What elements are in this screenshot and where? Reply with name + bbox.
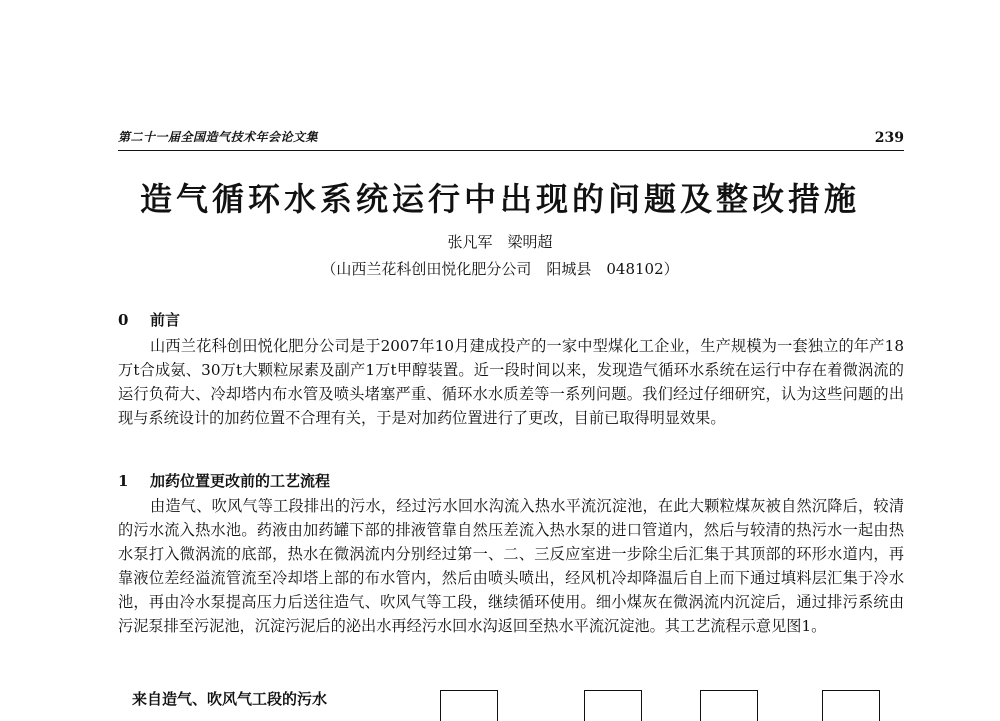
section-title: 前言	[150, 311, 181, 329]
flow-diagram-box	[440, 690, 498, 721]
running-header	[118, 124, 904, 151]
section-paragraph-0	[118, 334, 904, 430]
article-affiliation: （山西兰花科创田悦化肥分公司 阳城县 048102）	[321, 260, 679, 278]
section-number: 0	[118, 311, 129, 329]
flow-diagram-start-label: 来自造气、吹风气工段的污水	[132, 690, 328, 708]
journal-title: 第二十一届全国造气技术年会论文集	[118, 130, 319, 144]
flow-diagram-box	[822, 690, 880, 721]
paragraph-text: 山西兰花科创田悦化肥分公司是于2007年10月建成投产的一家中型煤化工企业，生产规模为一套独立的年产18万t合成氨、30万t大颗粒尿素及副产1万t甲醇装置。近一段时间以来，发现造气循环水系统在运行中存在着微涡流的运行负荷大、冷却塔内布水管及喷头堵塞严重、循环水水质差等一系列问题。我们经过仔细研究，认为这些问题的出现与系统设计的加药位置不合理有关，于是对加药位置进行了更改，目前已取得明显效果。	[118, 337, 904, 427]
flow-diagram-box	[700, 690, 758, 721]
article-title: 造气循环水系统运行中出现的问题及整改措施	[139, 180, 860, 218]
page-number: 239	[874, 130, 904, 146]
section-heading-1	[118, 470, 330, 491]
paragraph-text: 由造气、吹风气等工段排出的污水，经过污水回水沟流入热水平流沉淀池，在此大颗粒煤灰被自然沉降后，较清的污水流入热水池。药液由加药罐下部的排液管靠自然压差流入热水泵的进口管道内，然后与较清的热污水一起由热水泵打入微涡流的底部，热水在微涡流内分别经过第一、二、三反应室进一步除尘后汇集于其顶部的环形水道内，再靠液位差经溢流管流至冷却塔上部的布水管内，然后由喷头喷出，经风机冷却降温后自上而下通过填料层汇集于冷水池，再由冷水泵提高压力后送往造气、吹风气等工段，继续循环使用。细小煤灰在微涡流内沉淀后，通过排污系统由污泥泵排至污泥池，沉淀污泥后的泌出水再经污水回水沟返回至热水平流沉淀池。其工艺流程示意见图1。	[118, 497, 904, 635]
section-number: 1	[118, 472, 129, 490]
section-paragraph-1	[118, 494, 904, 638]
section-heading-0	[118, 309, 180, 330]
flow-diagram-box	[584, 690, 642, 721]
section-title: 加药位置更改前的工艺流程	[150, 472, 331, 490]
article-authors: 张凡军 梁明超	[447, 233, 553, 251]
